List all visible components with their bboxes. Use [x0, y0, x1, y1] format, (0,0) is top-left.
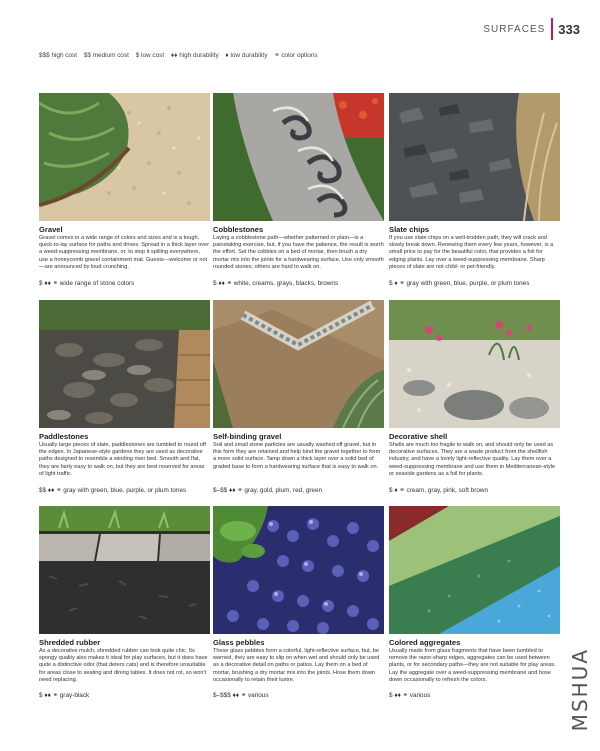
- section-title: SURFACES: [483, 23, 546, 35]
- shredded-rubber-photo: [39, 506, 210, 634]
- card-gravel: [39, 93, 210, 287]
- card-slate-chips: [389, 93, 560, 287]
- card-title: Colored aggregates: [389, 638, 461, 647]
- card-body: Usually large pieces of slate, paddlestones are tumbled to round off the edges. In Japanese-style gardens they are used as decorative paths designed to resemble a winding river bed. Smooth and flat, they are fairly easy to walk on, but they are best reserved for areas of light traffic.: [39, 442, 206, 477]
- card-options: $ ♦♦ ⚭ wide range of stone colors: [39, 280, 135, 287]
- self-binding-gravel-photo: [213, 300, 384, 428]
- card-options: $ ♦ ⚭ cream, gray, pink, soft brown: [389, 487, 489, 494]
- cobblestones-photo: [213, 93, 384, 221]
- card-title: Self-binding gravel: [213, 432, 282, 441]
- card-shredded-rubber: [39, 506, 210, 699]
- card-title: Slate chips: [389, 225, 430, 234]
- colored-aggregates-photo: [389, 506, 560, 634]
- watermark: MSHUA: [568, 647, 592, 731]
- legend: [39, 51, 323, 59]
- legend-low-cost: $ low cost: [135, 52, 165, 59]
- legend-low-durability: ♦ low durability: [225, 52, 268, 59]
- card-colored-aggregates: [389, 506, 560, 699]
- card-cobblestones: [213, 93, 384, 287]
- card-self-binding-gravel: [213, 300, 384, 494]
- card-body: Usually made from glass fragments that have been tumbled to remove the razor-sharp edges, aggregates can be used between plants, or for secondary paths—they are not suitable for play areas. Lay the aggregate over a weed-suppressing membrane and hose down occasionally to refresh the colors.: [389, 648, 556, 683]
- legend-high-durability: ♦♦ high durability: [170, 52, 219, 59]
- card-options: $ ♦ ⚭ gray with green, blue, purple, or plum tones: [389, 280, 530, 287]
- card-body: These glass pebbles form a colorful, light-reflective surface, but, be warned, they are easy to slip on when wet and should only be used as a decorative detail on paths or patios. Lay them on a bed of mortar, brushing a dry mortar mix into the joints. Hose them down occasionally to retain their lustre.: [213, 648, 380, 683]
- slate-chips-photo: [389, 93, 560, 221]
- card-body: Laying a cobblestone path—whether patterned or plain—is a painstaking exercise, but, if you have the patience, the result is worth the effort. Set the cobbles on a bed of mortar, then brush a dry mortar mix into the joints for a hardwearing surface. Use only smooth rounded stones; others are hard to walk on.: [213, 235, 384, 270]
- gravel-photo: [39, 93, 210, 221]
- decorative-shell-photo: [389, 300, 560, 428]
- card-title: Cobblestones: [213, 225, 264, 234]
- card-body: Soil and small stone particles are usually washed off gravel, but in this form they are retained and help bind the gravel together to form a more solid surface. Tamp down a thick layer over a solid bed of graded base to form a hardwearing surface that is easy to walk on.: [213, 442, 381, 470]
- card-options: $–$$ ♦♦ ⚭ gray, gold, plum, red, green: [213, 487, 323, 494]
- legend-color-options: ⚭ color options: [274, 52, 318, 59]
- card-title: Gravel: [39, 225, 63, 234]
- card-body: Gravel comes in a wide range of colors and sizes and is a tough, quick-to-lay surface for paths and drives. Spread in a thick layer over a weed-suppressing membrane, or, to stop it spilling everywhere, use a honeycomb gravel containment mat. Guests—welcome or not—are announced by loud crunching.: [39, 235, 210, 270]
- card-title: Paddlestones: [39, 432, 89, 441]
- page-number: 333: [558, 21, 580, 37]
- card-paddlestones: [39, 300, 210, 494]
- card-body: As a decorative mulch, shredded rubber can look quite chic. Its spongy quality also makes it ideal for play surfaces, but it does have quite a distinctive odor (that deters cats) and is therefore unsuitable for areas close to seating and dining tables. It does not rot, so won't need replacing.: [39, 648, 208, 683]
- header-divider: [551, 18, 553, 40]
- card-glass-pebbles: [213, 506, 384, 699]
- legend-high-cost: $$$ high cost: [39, 52, 78, 59]
- card-options: $ ♦♦ ⚭ gray-black: [39, 692, 90, 699]
- glass-pebbles-photo: [213, 506, 384, 634]
- card-options: $ ♦♦ ⚭ white, creams, grays, blacks, browns: [213, 280, 339, 287]
- card-options: $ ♦♦ ⚭ various: [389, 692, 431, 699]
- card-options: $–$$$ ♦♦ ⚭ various: [213, 692, 269, 699]
- card-body: If you use slate chips on a well-trodden path, they will crack and slowly break down. Renewing them every few years, however, is a small price to pay for the beautiful color, that provides a foil for edging plants. Lay over a weed-suppressing membrane. Sharp pieces of slate are not child- or pet-friendly.: [389, 235, 554, 270]
- card-title: Decorative shell: [389, 432, 448, 441]
- card-decorative-shell: [389, 300, 560, 494]
- card-options: $$ ♦♦ ⚭ gray with green, blue, purple, or plum tones: [39, 487, 187, 494]
- card-title: Glass pebbles: [213, 638, 265, 647]
- card-title: Shredded rubber: [39, 638, 101, 647]
- legend-medium-cost: $$ medium cost: [83, 52, 129, 59]
- paddlestones-photo: [39, 300, 210, 428]
- page-header: [483, 18, 580, 40]
- card-body: Shells are much too fragile to walk on, and should only be used as decorative surfaces. They are a waste product from the shellfish industry, and have a lovely light-reflective quality. Lay them over a weed-suppressing membrane and use them in Mediterranean-style or seaside gardens as a foil for plants.: [389, 442, 556, 477]
